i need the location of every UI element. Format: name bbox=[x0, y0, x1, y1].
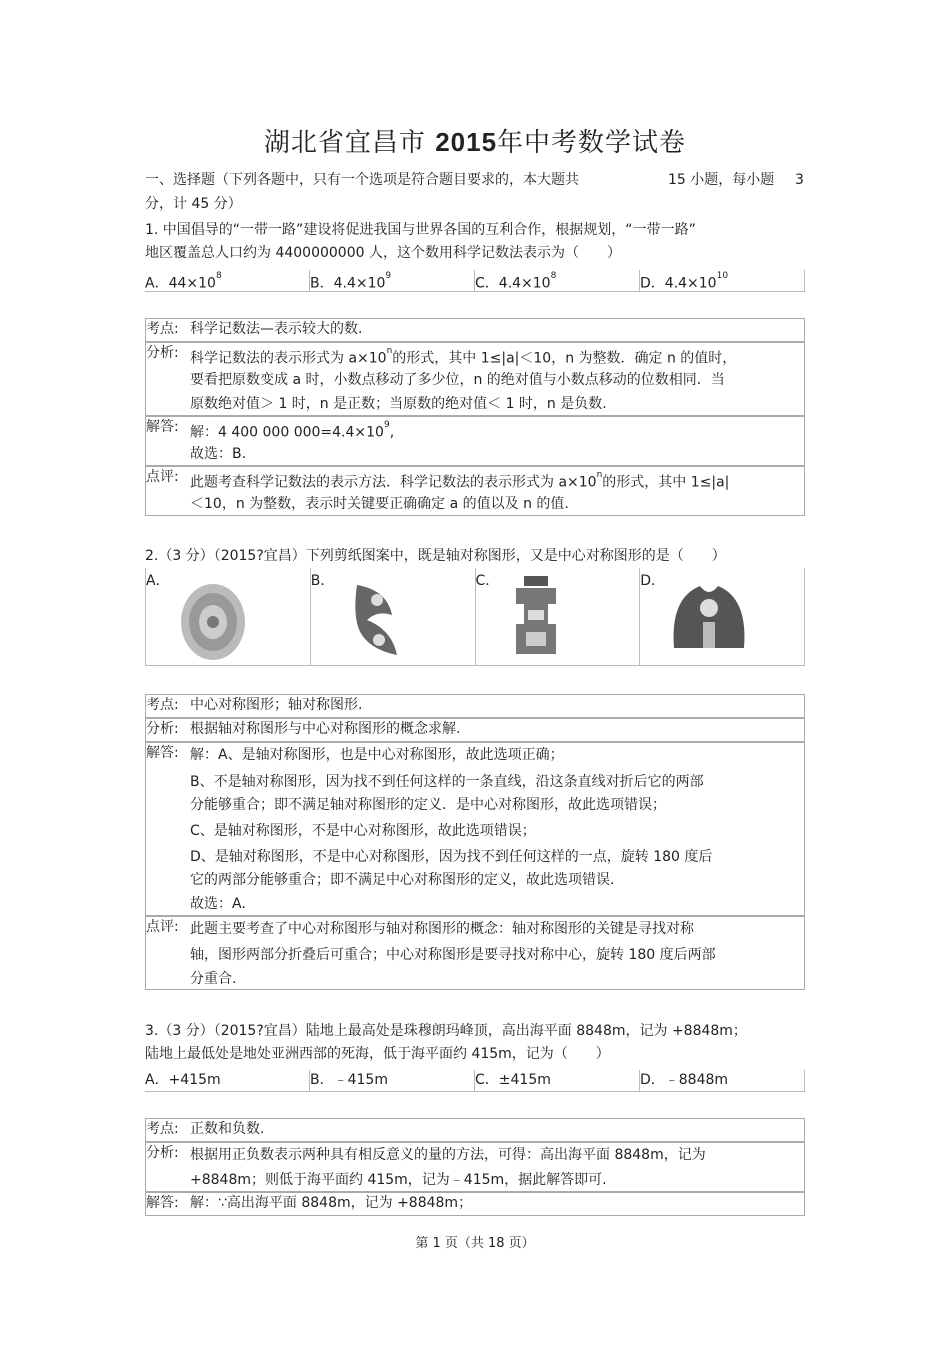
q1-stem-1: 1. 中国倡导的“一带一路”建设将促进我国与世界各国的互利合作，根据规划，“一带一路” bbox=[145, 222, 696, 238]
section-points: 3 bbox=[795, 172, 804, 188]
title-text-2: 年中考数学试卷 bbox=[497, 128, 687, 158]
q1-option-a[interactable]: A．$44\times 10^8$ bbox=[145, 270, 310, 292]
section-count: 15 小题，每小题 bbox=[668, 172, 775, 188]
q2-option-d[interactable]: D． bbox=[640, 568, 805, 666]
page-footer: 第 1 页（共 18 页） bbox=[415, 1236, 535, 1251]
q2-option-a[interactable]: A． bbox=[145, 568, 311, 666]
q1-dianping: 点评: 此题考查科学记数法的表示方法．科学记数法的表示形式为 $a\times 10^n$的形式，其中 1≤|a| ＜10，n 为整数，表示时关键要正确确定 a 的值以及 n 的值. bbox=[145, 466, 805, 516]
q3-jieda: 解答: 解：∵高出海平面 8848m，记为 +8848m； bbox=[145, 1192, 805, 1216]
paper-cut-a-icon bbox=[178, 582, 248, 662]
q1-fenxi: 分析: 科学记数法的表示形式为 $a\times 10^n$的形式，其中 1≤|a|＜10，n 为整数．确定 n 的值时， 要看把原数变成 a 时，小数点移动了多少位，n 的绝对值与小数点移动的位数相同．当 原数绝对值＞ 1 时，n 是正数；当原数的绝对值＜ 1 时，n 是负数. bbox=[145, 342, 805, 416]
q3-option-b[interactable]: B．﹣415m bbox=[310, 1070, 475, 1092]
q3-options bbox=[145, 1070, 805, 1092]
section-text: 一、选择题（下列各题中，只有一个选项是符合题目要求的，本大题共 bbox=[145, 172, 579, 188]
title-text: 湖北省宜昌市 bbox=[263, 128, 426, 158]
q2-stem: 2.（3 分）（2015?宜昌）下列剪纸图案中，既是轴对称图形，又是中心对称图形的是（ ） bbox=[145, 548, 726, 564]
q3-option-c[interactable]: C．±415m bbox=[475, 1070, 640, 1092]
title-year: 2015 bbox=[435, 127, 498, 157]
section-total: 分，计 45 分） bbox=[145, 196, 242, 212]
q1-options bbox=[145, 270, 805, 292]
paper-cut-d-icon bbox=[670, 578, 748, 658]
q1-stem-2: 地区覆盖总人口约为 4400000000 人，这个数用科学记数法表示为（ ） bbox=[145, 245, 621, 261]
paper-cut-b-icon bbox=[347, 580, 407, 660]
q2-dianping: 点评: 此题主要考查了中心对称图形与轴对称图形的概念：轴对称图形的关键是寻找对称 轴，图形两部分折叠后可重合；中心对称图形是要寻找对称中心，旋转 180 度后两部 分重合. bbox=[145, 916, 805, 990]
q2-option-c[interactable]: C． bbox=[476, 568, 641, 666]
q3-kaodian: 考点: 正数和负数. bbox=[145, 1118, 805, 1142]
q2-options bbox=[145, 568, 805, 666]
q1-option-c[interactable]: C．$4.4\times 10^8$ bbox=[475, 270, 640, 292]
q2-fenxi: 分析: 根据轴对称图形与中心对称图形的概念求解. bbox=[145, 718, 805, 742]
q3-stem-2: 陆地上最低处是地处亚洲西部的死海，低于海平面约 415m，记为（ ） bbox=[145, 1046, 610, 1062]
section-header bbox=[145, 170, 579, 190]
paper-cut-c-icon bbox=[506, 574, 566, 662]
q3-stem-1: 3.（3 分）（2015?宜昌）陆地上最高处是珠穆朗玛峰顶，高出海平面 8848m，记为 +8848m； bbox=[145, 1023, 747, 1039]
page-title bbox=[0, 122, 950, 159]
q3-fenxi: 分析: 根据用正负数表示两种具有相反意义的量的方法，可得：高出海平面 8848m，记为 +8848m；则低于海平面约 415m，记为﹣415m，据此解答即可. bbox=[145, 1142, 805, 1192]
q1-kaodian: 考点: 科学记数法—表示较大的数. bbox=[145, 318, 805, 342]
q2-jieda: 解答: 解：A、是轴对称图形，也是中心对称图形，故此选项正确； B、不是轴对称图形，因为找不到任何这样的一条直线，沿这条直线对折后它的两部 分能够重合；即不满足轴对称图形的定义．是中心对称图形，故此选项错误； C、是轴对称图形，不是中心对称图形，故此选项错误； D、是轴对称图形，不是中心对称图形，因为找不到任何这样的一点，旋转 180 度后 它的两部分能够重合；即不满足中心对称图形的定义，故此选项错误. 故选：A. bbox=[145, 742, 805, 916]
q2-option-b[interactable]: B． bbox=[311, 568, 476, 666]
q3-option-a[interactable]: A．+415m bbox=[145, 1070, 310, 1092]
q2-kaodian: 考点: 中心对称图形；轴对称图形. bbox=[145, 694, 805, 718]
q1-jieda: 解答: 解：4 400 000 $000=4.4\times 10^9$, 故选：B. bbox=[145, 416, 805, 466]
q3-option-d[interactable]: D．﹣8848m bbox=[640, 1070, 805, 1092]
q1-option-b[interactable]: B．$4.4\times 10^9$ bbox=[310, 270, 475, 292]
q1-option-d[interactable]: D．$4.4\times 10^{10}$ bbox=[640, 270, 805, 292]
